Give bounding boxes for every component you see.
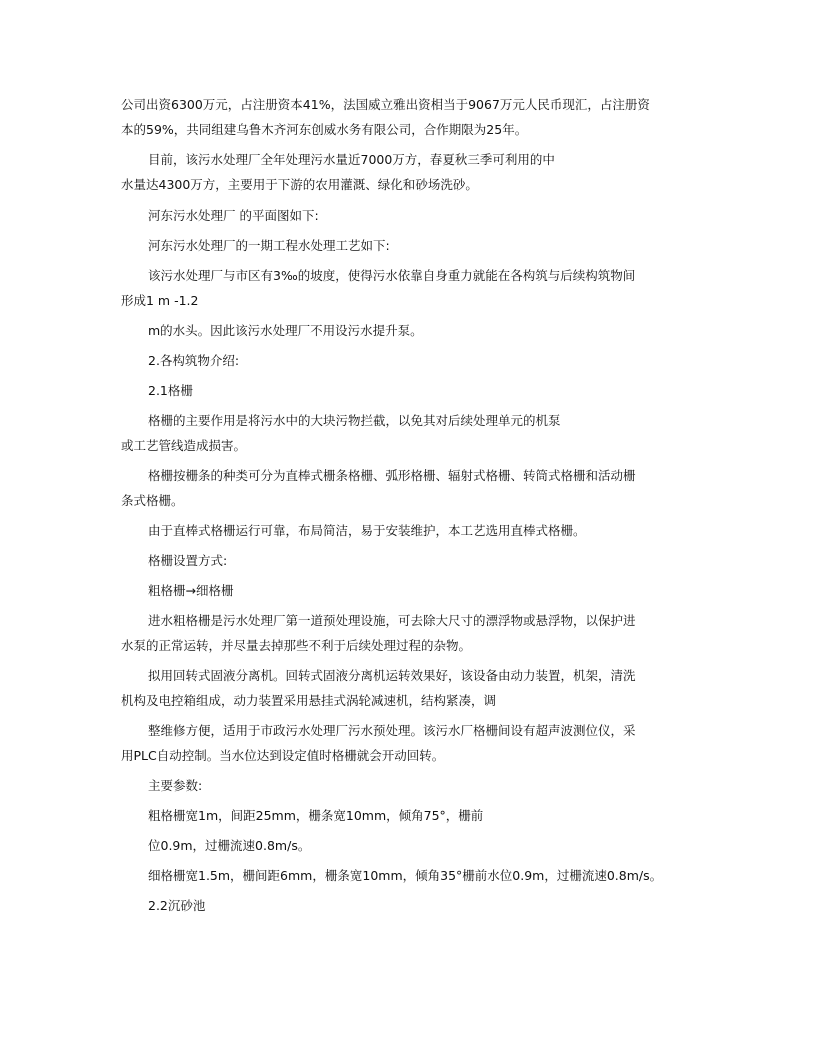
subsection-heading: 2.2沉砂池: [148, 898, 206, 913]
paragraph-line: 公司出资6300万元，占注册资本41%，法国威立雅出资相当于9067万元人民币现汇，占注册资: [121, 97, 650, 112]
paragraph-line: 进水粗格栅是污水处理厂第一道预处理设施，可去除大尺寸的漂浮物或悬浮物，以保护进: [148, 613, 636, 628]
paragraph-line: 水量达4300万方，主要用于下游的农用灌溉、绿化和砂场洗砂。: [121, 177, 478, 192]
paragraph-line: 该污水处理厂与市区有3‰的坡度，使得污水依靠自身重力就能在各构筑与后续构筑物间: [148, 268, 636, 283]
paragraph-line: 河东污水处理厂 的平面图如下:: [148, 208, 319, 223]
paragraph-line: 格栅的主要作用是将污水中的大块污物拦截，以免其对后续处理单元的机泵: [148, 413, 561, 428]
paragraph-line: 形成1 m -1.2: [121, 293, 199, 308]
paragraph-line: 整维修方便，适用于市政污水处理厂污水预处理。该污水厂格栅间设有超声波测位仪，采: [148, 723, 636, 738]
paragraph-line: 拟用回转式固液分离机。回转式固液分离机运转效果好，该设备由动力装置，机架，清洗: [148, 668, 636, 683]
paragraph-line: 本的59%，共同组建乌鲁木齐河东创威水务有限公司，合作期限为25年。: [121, 122, 528, 137]
paragraph-line: 粗格栅→细格栅: [148, 583, 234, 598]
section-heading: 2.各构筑物介绍:: [148, 353, 240, 368]
subsection-heading: 2.1格栅: [148, 383, 193, 398]
paragraph-line: 由于直棒式格栅运行可靠，布局简洁，易于安装维护，本工艺选用直棒式格栅。: [148, 523, 586, 538]
paragraph-line: 位0.9m，过栅流速0.8m/s。: [148, 838, 311, 853]
paragraph-line: 用PLC自动控制。当水位达到设定值时格栅就会开动回转。: [121, 748, 445, 763]
paragraph-line: 河东污水处理厂的一期工程水处理工艺如下:: [148, 238, 390, 253]
paragraph-line: 机构及电控箱组成，动力装置采用悬挂式涡轮减速机，结构紧凑，调: [121, 693, 497, 708]
paragraph-line: 格栅按栅条的种类可分为直棒式栅条格栅、弧形格栅、辐射式格栅、转筒式格栅和活动栅: [148, 468, 636, 483]
paragraph-line: 格栅设置方式:: [148, 553, 228, 568]
paragraph-line: m的水头。因此该污水处理厂不用设污水提升泵。: [148, 323, 423, 338]
paragraph-line: 细格栅宽1.5m，栅间距6mm，栅条宽10mm，倾角35°栅前水位0.9m，过栅流速0.8m/s。: [148, 868, 663, 883]
paragraph-line: 或工艺管线造成损害。: [121, 438, 247, 453]
paragraph-line: 粗格栅宽1m，间距25mm，栅条宽10mm，倾角75°，栅前: [148, 808, 484, 823]
paragraph-line: 水泵的正常运转，并尽量去掉那些不利于后续处理过程的杂物。: [121, 638, 472, 653]
paragraph-line: 目前，该污水处理厂全年处理污水量近7000万方，春夏秋三季可利用的中: [148, 152, 555, 167]
paragraph-line: 条式格栅。: [121, 493, 184, 508]
paragraph-line: 主要参数:: [148, 778, 203, 793]
